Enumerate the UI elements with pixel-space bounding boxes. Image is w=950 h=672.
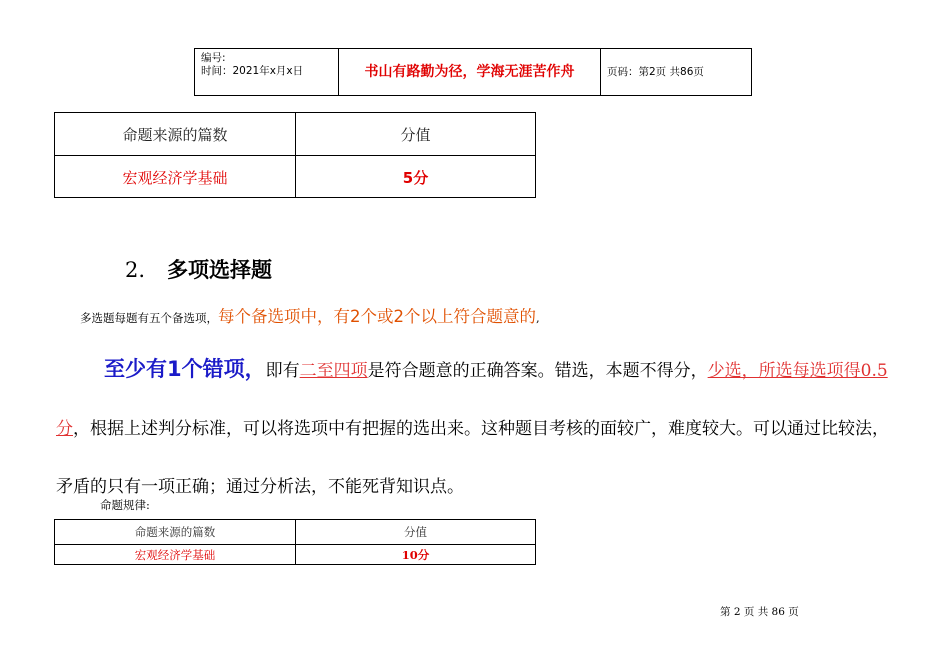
page-footer: 第 2 页 共 86 页 bbox=[720, 606, 799, 618]
source-cell: 宏观经济学基础 bbox=[55, 156, 296, 198]
time-label: 时间：2021年x月x日 bbox=[201, 65, 304, 77]
col-source-header: 命题来源的篇数 bbox=[55, 113, 296, 155]
col-score-header: 分值 bbox=[400, 125, 431, 144]
section-number: 2. bbox=[125, 258, 146, 282]
intro-line bbox=[80, 303, 540, 327]
table-header-row bbox=[55, 113, 535, 155]
page-header bbox=[194, 48, 752, 96]
score-cell: 10分 bbox=[401, 548, 430, 562]
col-source-header: 命题来源的篇数 bbox=[55, 520, 296, 544]
score-table-2 bbox=[54, 519, 536, 565]
underlined-text-1: 二至四项 bbox=[299, 361, 368, 381]
section-heading bbox=[125, 254, 272, 284]
score-table-1 bbox=[54, 112, 536, 198]
header-motto: 书山有路勤为径，学海无涯苦作舟 bbox=[339, 49, 601, 95]
underlined-text-2: 少选，所选每选项得0.5分 bbox=[56, 361, 888, 439]
rule-label: 命题规律: bbox=[100, 498, 150, 512]
body-seg-2: 是符合题意的正确答案。错选，本题不得分， bbox=[367, 361, 708, 381]
intro-small: 多选题每题有五个备选项， bbox=[80, 311, 218, 325]
intro-end: , bbox=[536, 311, 540, 325]
body-seg-3: ，根据上述判分标准，可以将选项中有把握的选出来。这种题目考核的面较广，难度较大。可以通过比较法，矛盾的只有一项正确；通过分析法，不能死背知识点。 bbox=[56, 419, 889, 497]
intro-highlight: 每个备选项中，有2个或2个以上符合题意的 bbox=[218, 307, 536, 326]
section-title: 多项选择题 bbox=[167, 258, 273, 282]
table-row bbox=[55, 544, 535, 565]
body-paragraph bbox=[56, 340, 896, 516]
header-page-code: 页码：第2页 共86页 bbox=[607, 66, 704, 78]
source-cell: 宏观经济学基础 bbox=[55, 545, 296, 565]
header-meta bbox=[195, 49, 339, 95]
table-header-row bbox=[55, 520, 535, 544]
table-row bbox=[55, 155, 535, 198]
score-cell: 5分 bbox=[402, 168, 429, 187]
emphasis-text: 至少有1个错项， bbox=[104, 357, 266, 381]
col-score-header: 分值 bbox=[404, 525, 427, 539]
number-label: 编号: bbox=[201, 52, 226, 64]
body-seg-1: 即有 bbox=[265, 361, 300, 381]
